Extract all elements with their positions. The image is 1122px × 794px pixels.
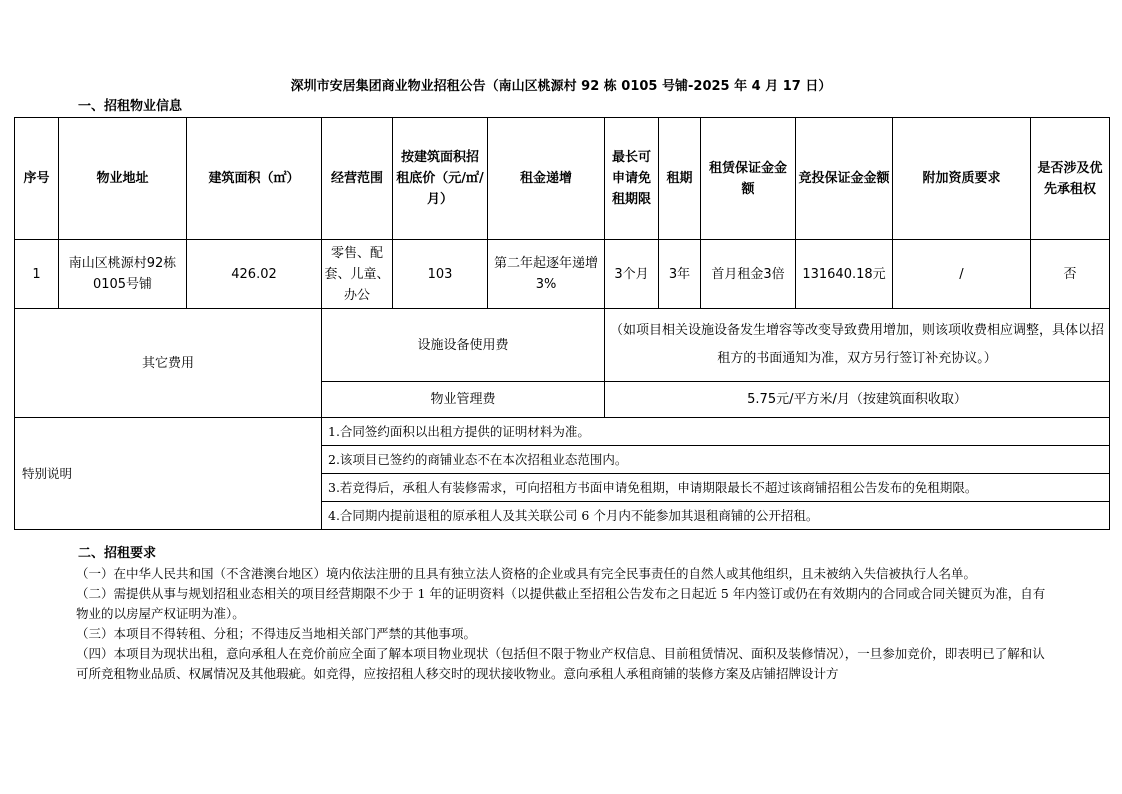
- header-extra-req: 附加资质要求: [893, 118, 1031, 240]
- cell-base-price: 103: [393, 240, 488, 309]
- cell-lease-deposit: 首月租金3倍: [701, 240, 796, 309]
- facility-fee-label: 设施设备使用费: [322, 309, 605, 382]
- requirement-paragraph: （三）本项目不得转租、分租；不得违反当地相关部门严禁的其他事项。: [76, 626, 477, 641]
- special-note-label: 特别说明: [15, 418, 322, 530]
- cell-scope: 零售、配套、儿童、办公: [322, 240, 393, 309]
- cell-address: 南山区桃源村92栋0105号铺: [59, 240, 187, 309]
- header-free-period: 最长可申请免租期限: [605, 118, 659, 240]
- section-heading-requirements: 二、招租要求: [78, 546, 157, 561]
- document-title: 深圳市安居集团商业物业招租公告（南山区桃源村 92 栋 0105 号铺-2025 年 4 月 17 日）: [290, 79, 832, 94]
- header-scope: 经营范围: [322, 118, 393, 240]
- header-priority: 是否涉及优先承租权: [1031, 118, 1110, 240]
- requirements-body: [76, 564, 1056, 684]
- special-note-item: 4.合同期内提前退租的原承租人及其关联公司 6 个月内不能参加其退租商铺的公开招租。: [322, 502, 1110, 530]
- header-term: 租期: [659, 118, 701, 240]
- section-heading-property-info: 一、招租物业信息: [78, 99, 183, 114]
- cell-bid-deposit: 131640.18元: [796, 240, 893, 309]
- other-fees-label: 其它费用: [15, 309, 322, 418]
- mgmt-fee-value: 5.75元/平方米/月（按建筑面积收取）: [605, 382, 1110, 418]
- special-note-item: 1.合同签约面积以出租方提供的证明材料为准。: [322, 418, 1110, 446]
- table-row: [15, 240, 1110, 309]
- header-increase: 租金递增: [488, 118, 605, 240]
- cell-free-period: 3个月: [605, 240, 659, 309]
- header-address: 物业地址: [59, 118, 187, 240]
- table-header-row: [15, 118, 1110, 240]
- header-bid-deposit: 竞投保证金金额: [796, 118, 893, 240]
- special-note-row: [15, 418, 1110, 446]
- facility-fee-desc: （如项目相关设施设备发生增容等改变导致费用增加，则该项收费相应调整，具体以招租方的书面通知为准，双方另行签订补充协议。）: [605, 309, 1110, 382]
- cell-increase: 第二年起逐年递增3%: [488, 240, 605, 309]
- header-lease-deposit: 租赁保证金金额: [701, 118, 796, 240]
- requirement-paragraph: （四）本项目为现状出租，意向承租人在竞价前应全面了解本项目物业现状（包括但不限于物业产权信息、目前租赁情况、面积及装修情况），一旦参加竞价，即表明已了解和认可所竞租物业品质、权属情况及其他瑕疵。如竞得，应按招租人移交时的现状接收物业。意向承租人承租商铺的装修方案及店铺招牌设计方: [76, 646, 1045, 681]
- requirement-paragraph: （一）在中华人民共和国（不含港澳台地区）境内依法注册的且具有独立法人资格的企业或具有完全民事责任的自然人或其他组织，且未被纳入失信被执行人名单。: [76, 566, 977, 581]
- header-seq: 序号: [15, 118, 59, 240]
- cell-extra-req: /: [893, 240, 1031, 309]
- cell-area: 426.02: [187, 240, 322, 309]
- special-note-item: 2.该项目已签约的商铺业态不在本次招租业态范围内。: [322, 446, 1110, 474]
- cell-priority: 否: [1031, 240, 1110, 309]
- requirement-paragraph: （二）需提供从事与规划招租业态相关的项目经营期限不少于 1 年的证明资料（以提供截止至招租公告发布之日起近 5 年内签订或仍在有效期内的合同或合同关键页为准，自有物业的以房屋产权证明为准）。: [76, 586, 1046, 621]
- special-note-item: 3.若竞得后，承租人有装修需求，可向招租方书面申请免租期，申请期限最长不超过该商铺招租公告发布的免租期限。: [322, 474, 1110, 502]
- cell-term: 3年: [659, 240, 701, 309]
- cell-seq: 1: [15, 240, 59, 309]
- mgmt-fee-label: 物业管理费: [322, 382, 605, 418]
- header-area: 建筑面积（㎡）: [187, 118, 322, 240]
- property-table: [14, 117, 1110, 530]
- header-base-price: 按建筑面积招租底价（元/㎡/月）: [393, 118, 488, 240]
- other-fees-facility-row: [15, 309, 1110, 382]
